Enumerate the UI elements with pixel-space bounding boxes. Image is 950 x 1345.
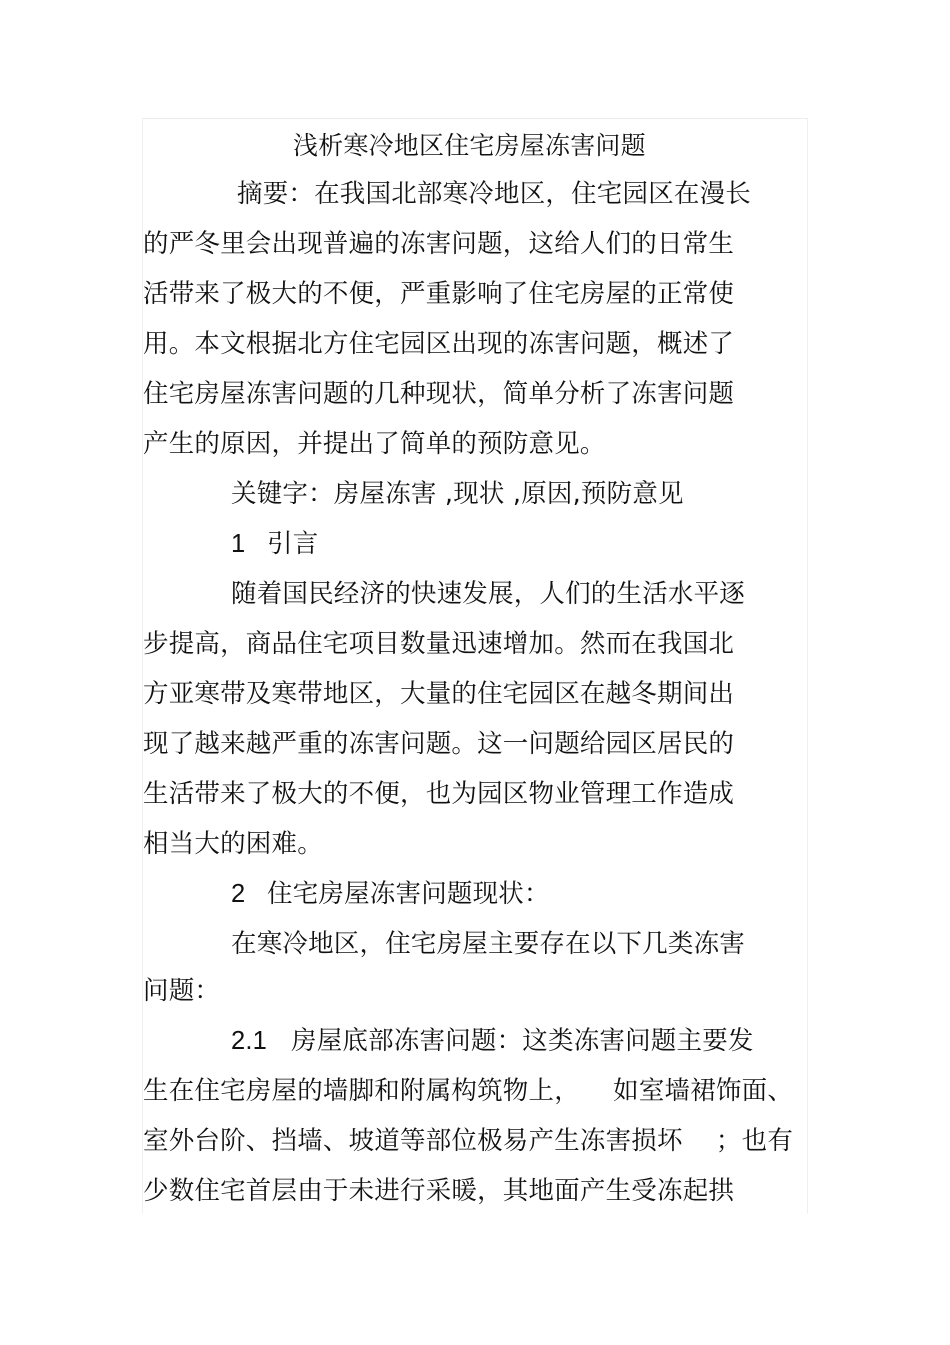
body-line: 方亚寒带及寒带地区，大量的住宅园区在越冬期间出 (143, 679, 735, 709)
body-line: 生活带来了极大的不便，也为园区物业管理工作造成 (143, 779, 735, 809)
body-line: 生在住宅房屋的墙脚和附属构筑物上， 如室墙裙饰面、 (143, 1076, 794, 1106)
abstract-line: 住宅房屋冻害问题的几种现状，简单分析了冻害问题 (143, 379, 735, 409)
body-line: 室外台阶、挡墙、坡道等部位极易产生冻害损坏 ；也有 (143, 1126, 794, 1156)
document-page (142, 118, 808, 1214)
body-line: 在寒冷地区，住宅房屋主要存在以下几类冻害 (231, 929, 746, 959)
section-heading: 住宅房屋冻害问题现状： (267, 879, 550, 909)
body-line: 少数住宅首层由于未进行采暖，其地面产生受冻起拱 (143, 1176, 735, 1206)
section-number: 2 (231, 880, 246, 908)
abstract-line: 的严冬里会出现普遍的冻害问题，这给人们的日常生 (143, 229, 735, 259)
body-line: 房屋底部冻害问题：这类冻害问题主要发 (291, 1026, 754, 1056)
body-line: 相当大的困难。 (143, 829, 323, 859)
abstract-line: 用。本文根据北方住宅园区出现的冻害问题，概述了 (143, 329, 735, 359)
document-title: 浅析寒冷地区住宅房屋冻害问题 (293, 131, 646, 160)
keywords-line: 关键字：房屋冻害 ,现状 ,原因,预防意见 (231, 479, 684, 509)
body-line: 步提高，商品住宅项目数量迅速增加。然而在我国北 (143, 629, 735, 659)
abstract-line: 摘要：在我国北部寒冷地区，住宅园区在漫长 (237, 179, 752, 209)
section-heading: 引言 (267, 529, 319, 559)
body-line: 问题： (143, 976, 221, 1006)
subsection-number: 2.1 (231, 1027, 268, 1055)
abstract-line: 活带来了极大的不便，严重影响了住宅房屋的正常使 (143, 279, 735, 309)
section-number: 1 (231, 530, 246, 558)
body-line: 随着国民经济的快速发展，人们的生活水平逐 (231, 579, 746, 609)
body-line: 现了越来越严重的冻害问题。这一问题给园区居民的 (143, 729, 735, 759)
abstract-line: 产生的原因，并提出了简单的预防意见。 (143, 429, 606, 459)
